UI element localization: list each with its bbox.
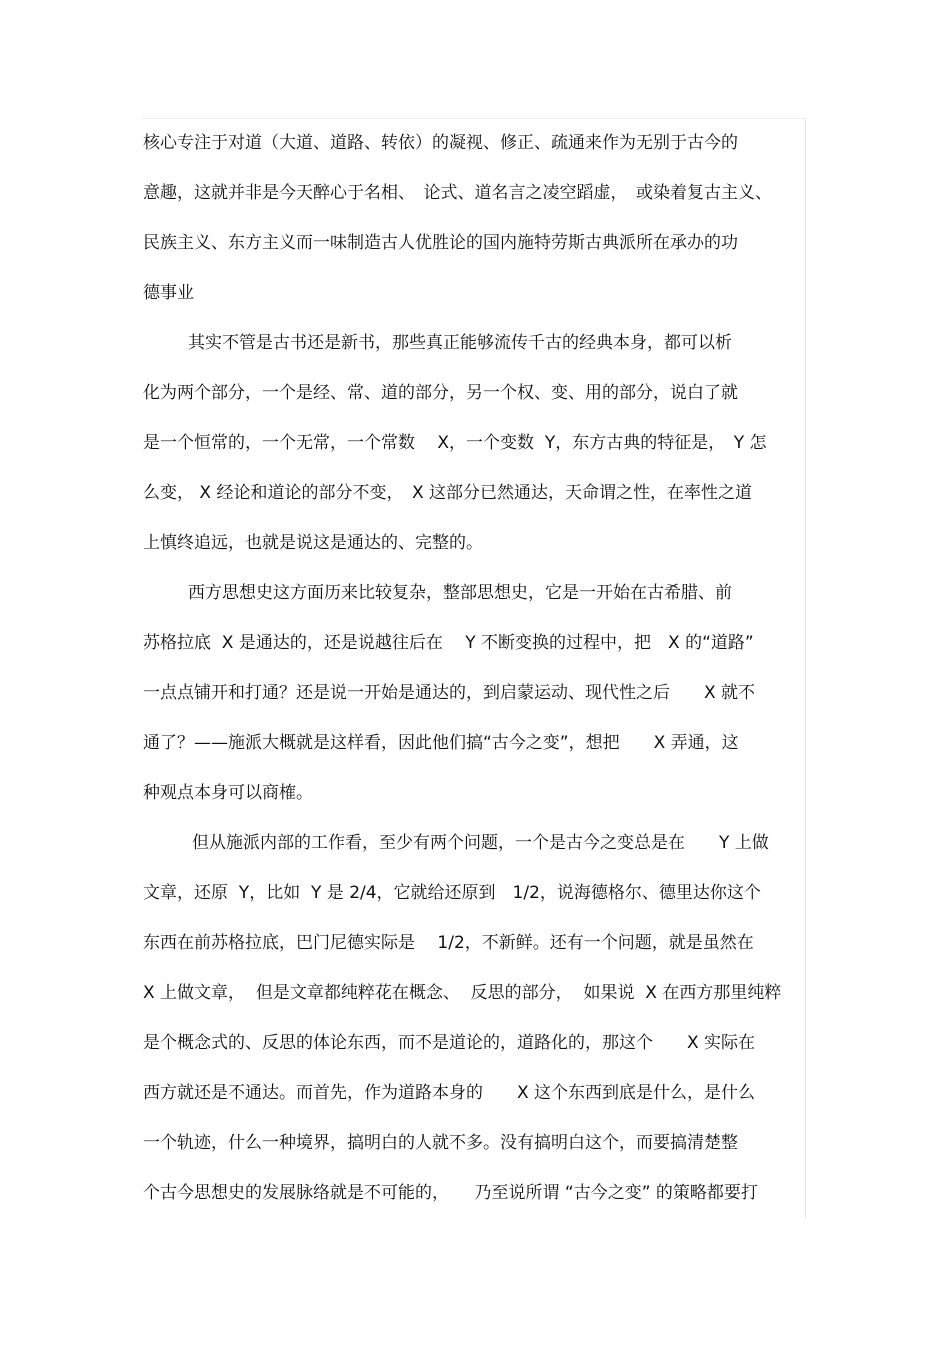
paragraph-start-line: 但从施派内部的工作看，至少有两个问题，一个是古今之变总是在 Y 上做 — [192, 833, 769, 853]
text-line: 化为两个部分，一个是经、常、道的部分，另一个权、变、用的部分，说白了就 — [143, 383, 738, 403]
paragraph-start-line: 西方思想史这方面历来比较复杂，整部思想史，它是一开始在古希腊、前 — [188, 583, 732, 603]
text-line: 核心专注于对道（大道、道路、转依）的凝视、修正、疏通来作为无别于古今的 — [143, 133, 738, 153]
text-line: 种观点本身可以商榷。 — [143, 783, 313, 803]
text-line: X 上做文章， 但是文章都纯粹花在概念、 反思的部分， 如果说 X 在西方那里纯粹 — [143, 983, 782, 1003]
text-line: 上慎终追远，也就是说这是通达的、完整的。 — [143, 533, 483, 553]
text-line: 是个概念式的、反思的体论东西，而不是道论的，道路化的，那这个 X 实际在 — [143, 1033, 756, 1053]
text-line: 意趣，这就并非是今天醉心于名相、 论式、道名言之凌空蹈虚， 或染着复古主义、 — [143, 183, 772, 203]
text-line: 是一个恒常的，一个无常，一个常数 X，一个变数 Y，东方古典的特征是， Y 怎 — [143, 433, 767, 453]
paragraph-start-line: 其实不管是古书还是新书，那些真正能够流传千古的经典本身，都可以析 — [188, 333, 732, 353]
text-line: 西方就还是不通达。而首先，作为道路本身的 X 这个东西到底是什么，是什么 — [143, 1083, 756, 1103]
text-line: 东西在前苏格拉底，巴门尼德实际是 1/2，不新鲜。还有一个问题，就是虽然在 — [143, 933, 754, 953]
text-line: 文章，还原 Y，比如 Y 是 2/4，它就给还原到 1/2，说海德格尔、德里达你这个 — [143, 883, 761, 903]
text-line: 民族主义、东方主义而一味制造古人优胜论的国内施特劳斯古典派所在承办的功 — [143, 233, 738, 253]
text-line: 个古今思想史的发展脉络就是不可能的， 乃至说所谓 “古今之变” 的策略都要打 — [143, 1183, 758, 1203]
text-line: 一点点铺开和打通？还是说一开始是通达的，到启蒙运动、现代性之后 X 就不 — [143, 683, 756, 703]
text-line: 一个轨迹，什么一种境界，搞明白的人就不多。没有搞明白这个，而要搞清楚整 — [143, 1133, 738, 1153]
text-line: 德事业 — [143, 283, 194, 303]
text-line: 苏格拉底 X 是通达的，还是说越往后在 Y 不断变换的过程中，把 X 的“道路” — [143, 633, 754, 653]
text-line: 通了？——施派大概就是这样看，因此他们搞“古今之变”，想把 X 弄通，这 — [143, 733, 739, 753]
text-line: 么变， X 经论和道论的部分不变， X 这部分已然通达，天命谓之性，在率性之道 — [143, 483, 753, 503]
